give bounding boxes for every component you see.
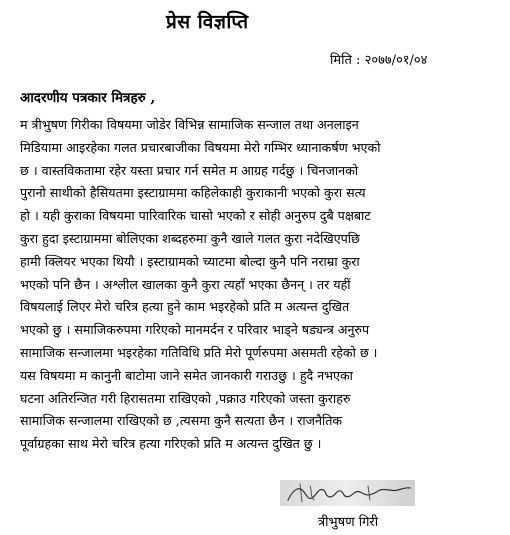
salutation: आदरणीय पत्रकार मित्रहरु , (20, 90, 156, 106)
body-line: पुरानो साथीको हैसियतमा इस्टाग्राममा कहिलेकाही कुराकानी भएको कुरा सत्य (20, 185, 366, 201)
date-line: मिति : २०७७/०१/०४ (330, 53, 428, 68)
press-release-title: प्रेस विज्ञप्ति (166, 11, 249, 33)
body-line: सामाजिक सन्जालमा भइरहेका गतिविधि प्रति मेरो पूर्णरुपमा असमती रहेको छ । (20, 344, 378, 360)
signer-name: त्रीभुषण गिरी (318, 515, 379, 530)
body-line: भएको पनि छैन । अश्लील खालका कुनै कुरा त्यहाँ भएका छैनन् । तर यहीं (20, 276, 351, 292)
body-line: हामी क्लियर भएका थियौ । इस्टाग्रामको च्याटमा बोल्दा कुनै पनि नराम्रा कुरा (20, 253, 360, 269)
body-line: मिडियामा आइरहेका गलत प्रचारबाजीका विषयमा मेरो गम्भिर ध्यानाकर्षण भएको (20, 139, 381, 155)
body-line: यस विषयमा म कानुनी बाटोमा जाने समेत जानकारी गराउछु । हुदै नभएका (20, 367, 353, 383)
body-line: छ । वास्तविकतामा रहेर यस्ता प्रचार गर्न समेत म आग्रह गर्दछु । चिनजानको (20, 162, 359, 178)
body-line: घटना अतिरन्जित गरी हिरासतमा राखिएको ,पक्राउ गरिएको जस्ता कुराहरु (20, 390, 351, 406)
body-line: सामाजिक सन्जालमा राखिएको छ ,त्यसमा कुनै सत्यता छैन । राजनैतिक (20, 413, 343, 429)
statement-body (20, 114, 494, 456)
body-line: भएको छु । समाजिकरुपमा गरिएको मानमर्दन र परिवार भाड्ने षड्यन्त्र अनुरुप (20, 322, 370, 338)
body-line: विषयलाई लिएर मेरो चरित्र हत्या हुने काम भइरहेको प्रति म अत्यन्त दुखित (20, 299, 350, 315)
body-line: कुरा हुदा इस्टाग्राममा बोलिएका शब्दहरुमा कुनै खाले गलत कुरा नदेखिएपछि (20, 230, 360, 246)
body-line: पूर्वाग्रहका साथ मेरो चरित्र हत्या गरिएको प्रति म अत्यन्त दुखित छु । (20, 436, 322, 452)
handwritten-signature (280, 478, 415, 508)
body-line: म त्रीभुषण गिरीका विषयमा जोडेर विभिन्न सामाजिक सन्जाल तथा अनलाइन (20, 117, 359, 132)
body-line: हो । यही कुराका विषयमा पारिवारिक चासो भएको र सोही अनुरुप दुबै पक्षबाट (20, 208, 371, 224)
